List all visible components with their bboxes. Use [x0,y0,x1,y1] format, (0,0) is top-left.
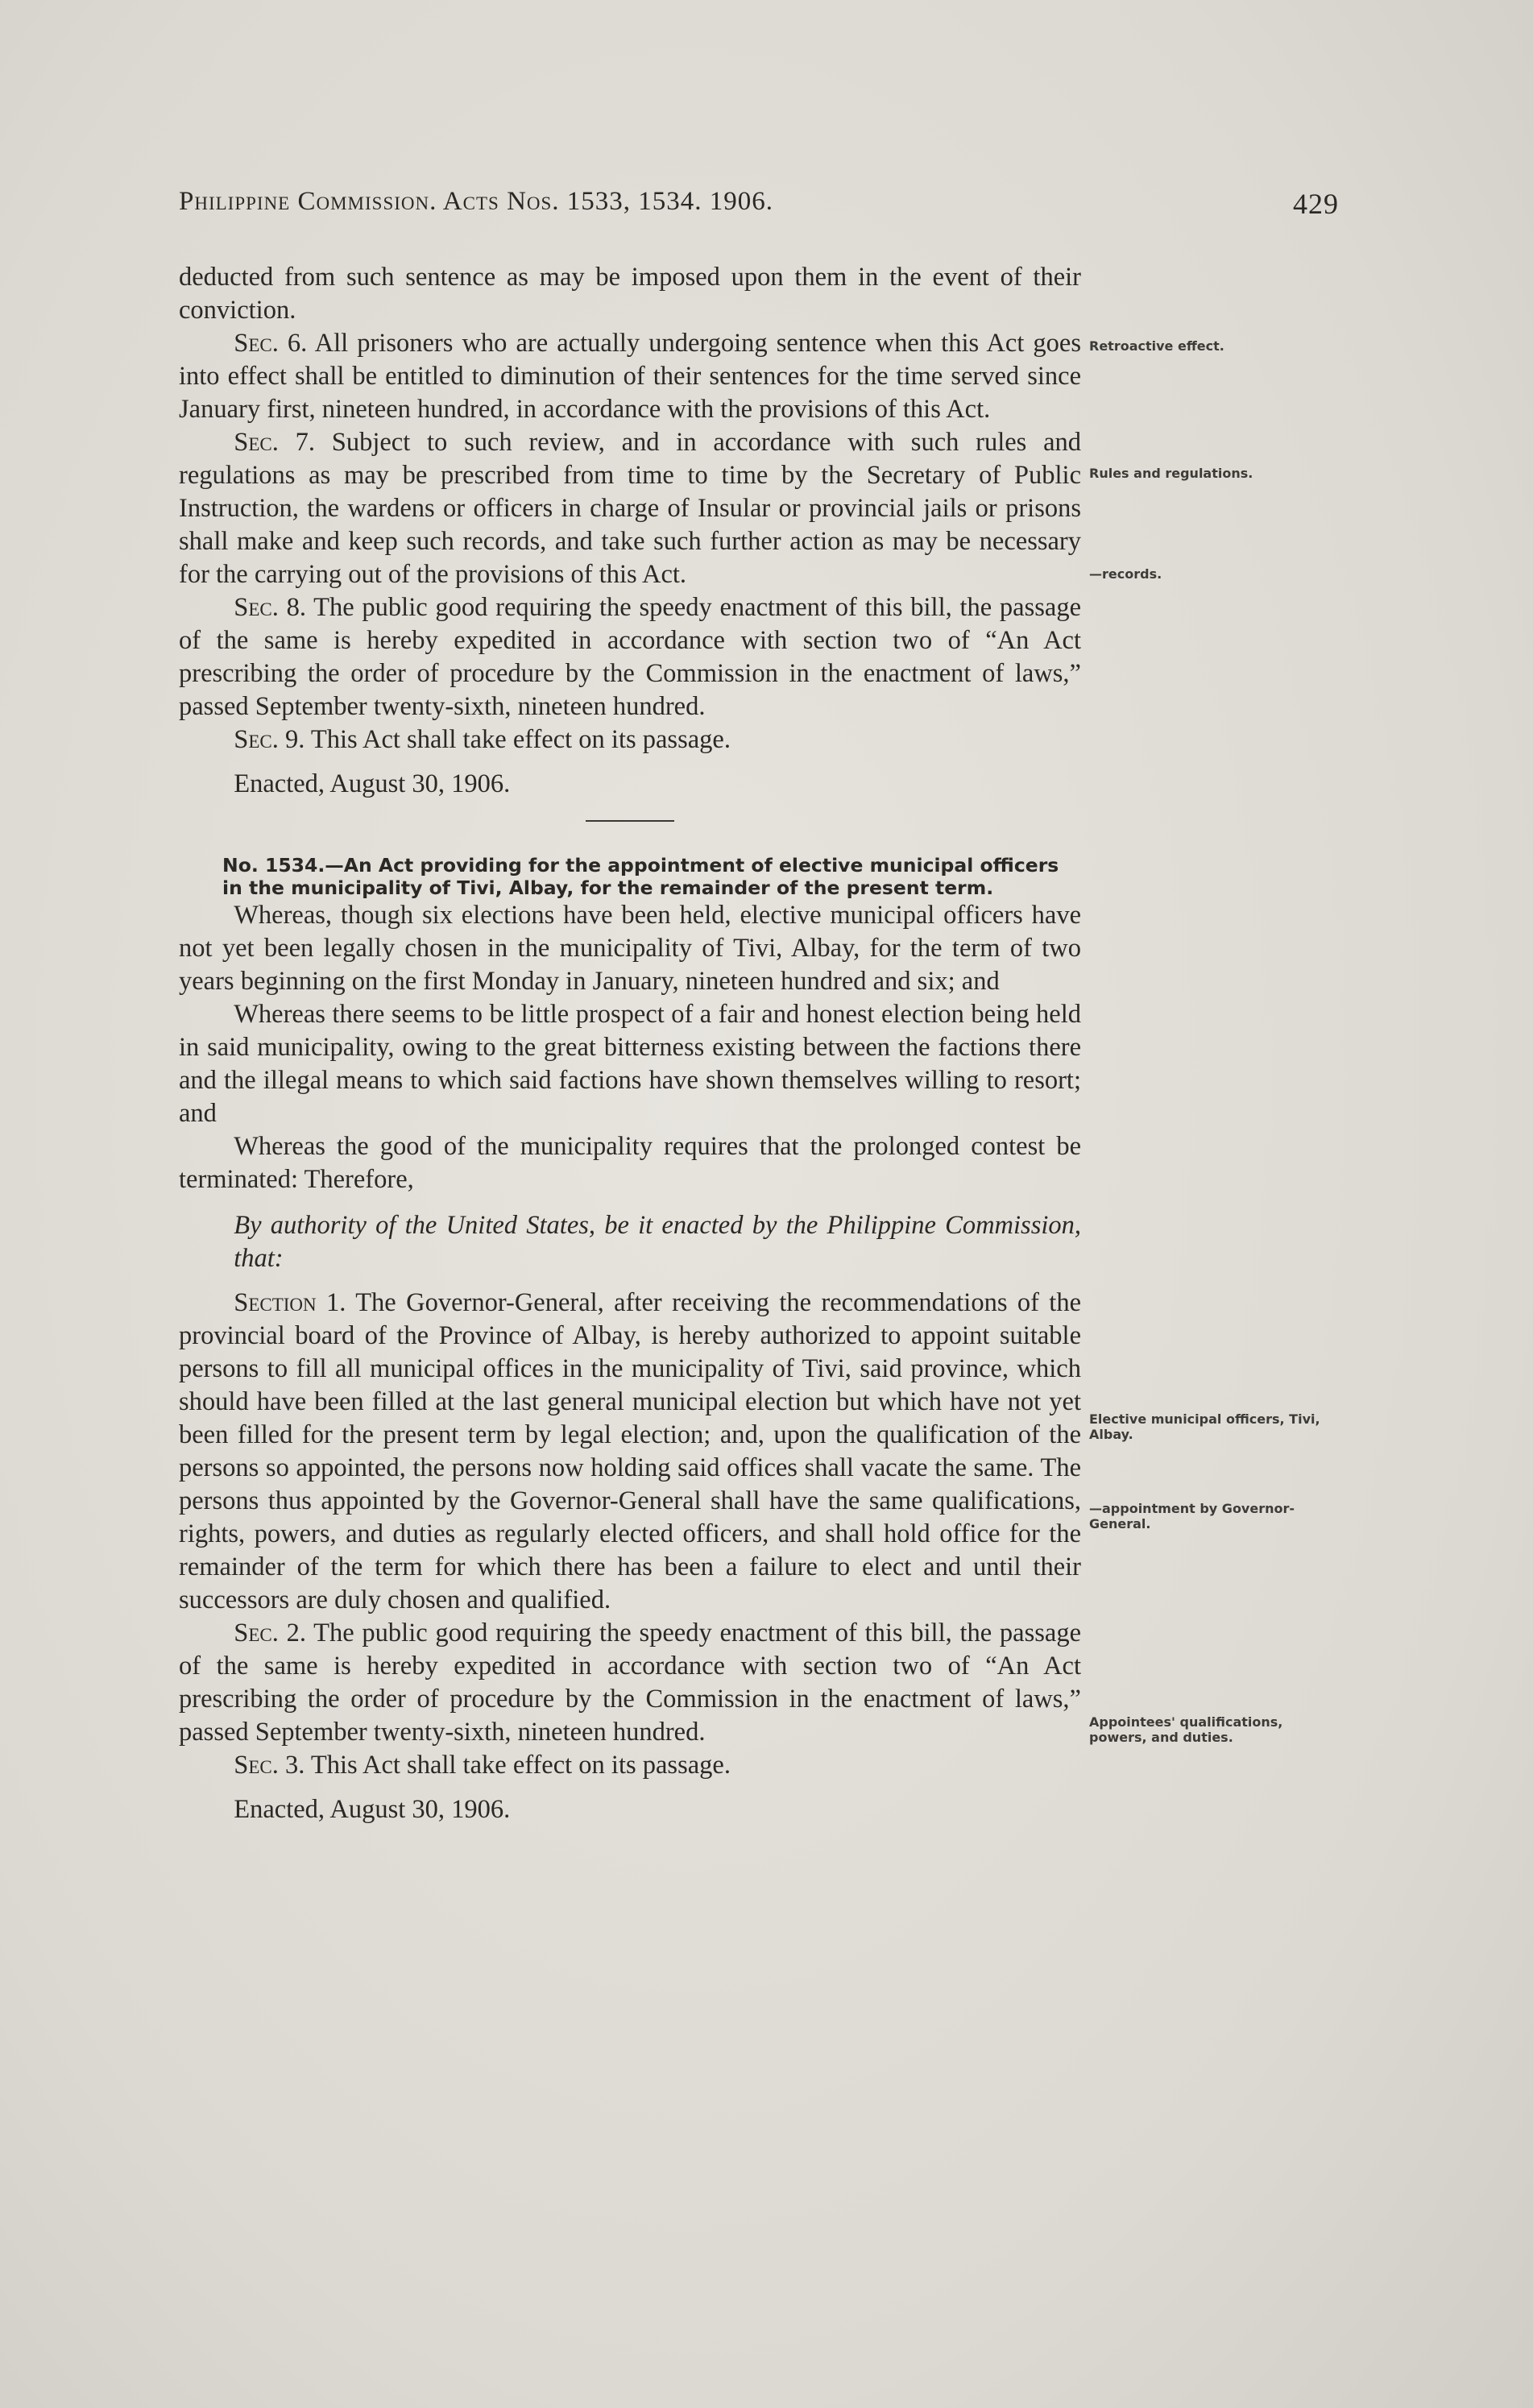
margin-note-elective: Elective municipal officers, Tivi, Albay. [1089,1411,1320,1442]
page-number: 429 [1293,188,1339,220]
section-text: The public good requiring the speedy enactment of this bill, the passage of the same is hereby expedited in accordance with section two of “An Act prescribing the order of procedure by the Commission in the enactment of laws,” passed September twenty-sixth, nineteen hundred. [179,1618,1082,1747]
section-text: This Act shall take effect on its passage. [310,1751,731,1780]
section-label: Sec. 8. [234,593,306,622]
section-text: This Act shall take effect on its passage. [310,725,731,754]
section-6 [179,327,1081,426]
section-text: All prisoners who are actually undergoing sentence when this Act goes into effect shall be entitled to diminution of their sentences for the time served since January first, nineteen hundred, in accordance with the provisions of this Act. [179,329,1081,424]
section-text: The Governor-General, after receiving the recommendations of the provincial board of the Province of Albay, is hereby authorized to appoint suitable persons to fill all municipal offices in the municipality of Tivi, said province, which should have been filled at the last general municipal election but which have not yet been filled for the present term by legal election; and, upon the qualification of the persons so appointed, the persons now holding said offices shall vacate the same. The persons thus appointed by the Governor-General shall have the same qualifications, rights, powers, and duties as regularly elected officers, and shall hold office for the remainder of the term for which there has been a failure to elect and until their successors are duly chosen and qualified. [179,1288,1081,1614]
whereas-clause: Whereas the good of the municipality requires that the prolonged contest be terminated: Therefore, [179,1132,1081,1194]
section-1 [179,1287,1081,1617]
whereas-clause: Whereas, though six elections have been held, elective municipal officers have not yet been legally chosen in the municipality of Tivi, Albay, for the term of two years beginning on the first Monday in January, nineteen hundred and six; and [179,901,1081,996]
section-label: Sec. 2. [234,1618,306,1647]
page-header [179,187,1339,227]
section-divider [586,820,674,822]
section-2 [179,1617,1081,1749]
enacted-date: Enacted, August 30, 1906. [234,1795,511,1824]
section-text: Subject to such review, and in accordance with such rules and regulations as may be prescribed from time to time by the Secretary of Public Instruction, the wardens or officers in charge of Insular or provincial jails or prisons shall make and keep such records, and take such further action as may be necessary for the carrying out of the provisions of this Act. [179,428,1082,589]
margin-note-records: —records. [1089,566,1162,582]
section-9 [179,723,1081,756]
section-label: Sec. 7. [234,428,315,457]
main-text [179,261,1081,1826]
running-title: Philippine Commission. Acts Nos. 1533, 1534. 1906. [179,187,774,216]
section-text: The public good requiring the speedy enactment of this bill, the passage of the same is hereby expedited in accordance with section two of “An Act prescribing the order of procedure by the Commission in the enactment of laws,” passed September twenty-sixth, nineteen hundred. [179,593,1082,721]
act-heading: No. 1534.—An Act providing for the appointment of elective municipal officers in the municipality of Tivi, Albay, for the remainder of the present term. [222,854,1059,899]
margin-note-appointment: —appointment by Governor-General. [1089,1501,1295,1531]
enacted-date: Enacted, August 30, 1906. [234,769,511,798]
section-label: Sec. 6. [234,329,308,358]
section-7 [179,426,1081,591]
enacting-clause: By authority of the United States, be it enacted by the Philippine Commission, that: [234,1211,1081,1273]
paragraph-continuation: deducted from such sentence as may be imposed upon them in the event of their conviction. [179,263,1081,325]
margin-note-rules: Rules and regulations. [1089,466,1253,481]
section-3 [179,1749,1081,1782]
margin-note-retroactive: Retroactive effect. [1089,338,1224,354]
section-label: Section 1. [234,1288,346,1317]
whereas-clause: Whereas there seems to be little prospect of a fair and honest election being held in said municipality, owing to the great bitterness existing between the factions there and the illegal means to which said factions have shown themselves willing to resort; and [179,1000,1081,1128]
section-8 [179,591,1081,723]
margin-note-appointees: Appointees' qualifications, powers, and duties. [1089,1714,1283,1745]
section-label: Sec. 3. [234,1751,305,1780]
section-label: Sec. 9. [234,725,305,754]
